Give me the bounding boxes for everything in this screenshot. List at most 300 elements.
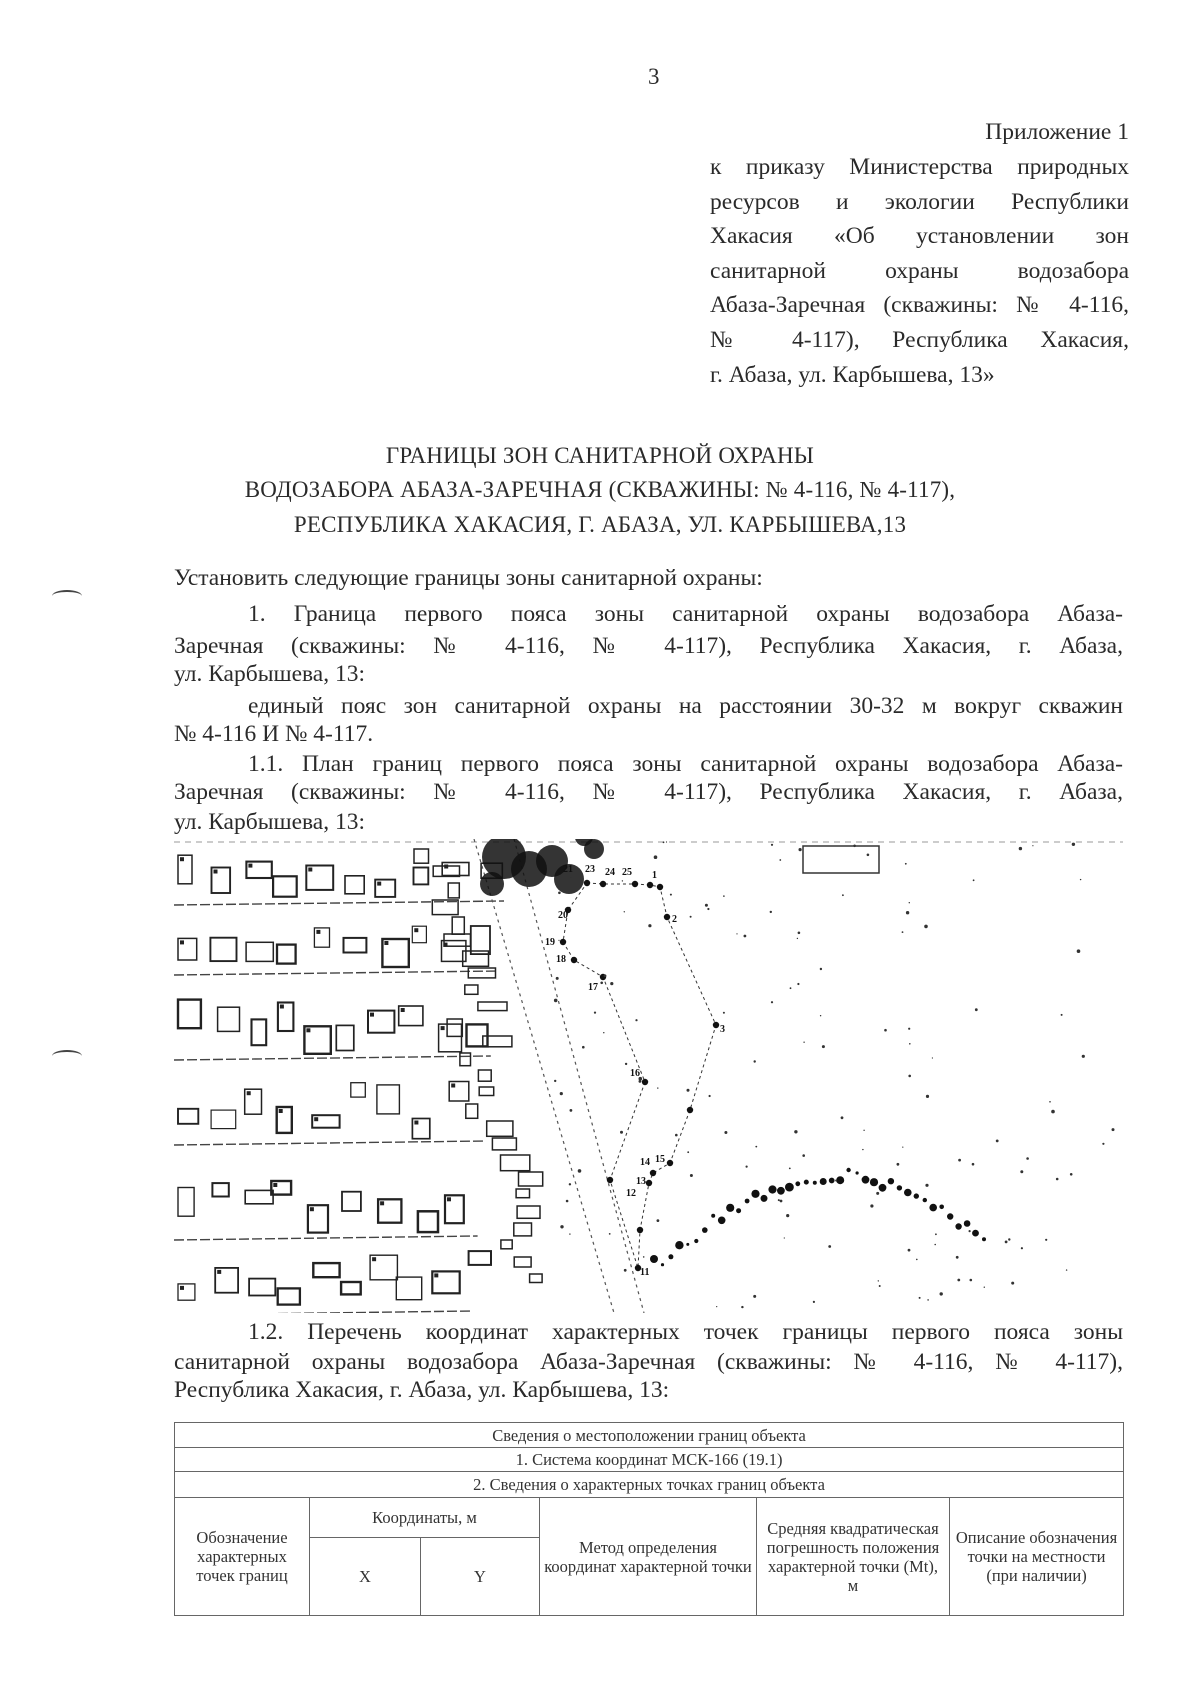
building-outline xyxy=(514,1223,532,1236)
appendix-heading: Приложение 1 xyxy=(985,119,1129,145)
scan-speck xyxy=(789,1168,791,1170)
boundary-point xyxy=(664,914,670,920)
building-outline xyxy=(418,1211,438,1232)
tree-mark xyxy=(694,1239,698,1243)
building-outline xyxy=(452,917,464,934)
boundary-point xyxy=(657,884,663,890)
boundary-point xyxy=(571,957,577,963)
scan-speck xyxy=(705,904,708,907)
scan-speck xyxy=(927,1299,929,1301)
scan-speck xyxy=(790,987,792,989)
road-edge xyxy=(474,839,614,1313)
intro-paragraph: Установить следующие границы зоны санитарной охраны: xyxy=(174,565,763,591)
point-label: 15 xyxy=(655,1154,665,1165)
scan-speck xyxy=(786,1214,789,1217)
tree-mark xyxy=(804,1180,809,1185)
tree-mark xyxy=(768,1185,776,1193)
building-outline xyxy=(341,1282,361,1294)
building-outline xyxy=(218,1007,240,1031)
building-mark xyxy=(316,930,320,934)
points-info-row: 2. Сведения о характерных точках границ объекта xyxy=(175,1472,1124,1498)
boundary-point xyxy=(687,1107,693,1113)
scan-speck xyxy=(687,1089,690,1092)
point-label: 1 xyxy=(652,870,657,881)
scan-speck xyxy=(820,968,822,970)
building-mark xyxy=(279,1109,283,1113)
building-outline xyxy=(414,868,429,885)
building-outline xyxy=(312,1115,339,1128)
scan-speck xyxy=(648,924,651,927)
tree-mark xyxy=(829,1178,835,1184)
street-line xyxy=(174,971,497,975)
scan-speck xyxy=(620,1131,623,1134)
paragraph-2-line: единый пояс зон санитарной охраны на расстоянии 30-32 м вокруг скважин xyxy=(248,693,1123,719)
building-mark xyxy=(434,1273,438,1277)
paragraph-3-line: 1.1. План границ первого пояса зоны санитарной охраны водозабора Абаза- xyxy=(248,751,1123,777)
tree-mark xyxy=(982,1237,986,1241)
building-outline xyxy=(246,942,273,961)
scan-speck xyxy=(797,983,799,985)
scan-speck xyxy=(1020,1170,1023,1173)
building-outline xyxy=(344,938,367,953)
scan-speck xyxy=(569,1183,571,1185)
scan-speck xyxy=(1011,1282,1014,1285)
scan-speck xyxy=(897,1163,900,1166)
tree-mark xyxy=(777,1187,785,1195)
header-y: Y xyxy=(421,1538,540,1616)
tree-mark xyxy=(702,1227,708,1233)
building-mark xyxy=(414,1121,418,1125)
building-outline xyxy=(501,1240,512,1249)
scan-speck xyxy=(908,1249,911,1252)
building-outline xyxy=(492,1138,516,1150)
tree-mark xyxy=(955,1223,961,1229)
point-label: 13 xyxy=(636,1176,646,1187)
paragraph-4-line: санитарной охраны водозабора Абаза-Заречная (скважины: № 4-116, № 4-117), xyxy=(174,1349,1123,1375)
tree-mark xyxy=(972,1230,979,1237)
scan-speck xyxy=(675,1134,678,1137)
tree-mark xyxy=(904,1189,912,1197)
street-line xyxy=(174,901,504,905)
building-outline xyxy=(211,1110,236,1129)
scan-speck xyxy=(560,1225,563,1228)
scan-speck xyxy=(996,1140,999,1143)
building-outline xyxy=(377,1085,400,1114)
scan-speck xyxy=(558,940,559,941)
boundary-point xyxy=(560,939,566,945)
street-line xyxy=(174,1236,478,1240)
building-outline xyxy=(178,1109,198,1124)
building-mark xyxy=(372,1257,376,1261)
scan-speck xyxy=(984,1287,985,1288)
scan-speck xyxy=(905,863,907,865)
building-mark xyxy=(280,1005,284,1009)
appendix-line: Абаза-Заречная (скважины: № 4-116, xyxy=(710,292,1129,318)
scan-speck xyxy=(813,1301,815,1303)
building-mark xyxy=(180,1286,184,1290)
scan-speck xyxy=(956,1256,959,1259)
building-outline xyxy=(396,1277,421,1300)
boundary-point xyxy=(647,882,653,888)
building-outline xyxy=(516,1189,529,1198)
building-outline xyxy=(514,1257,531,1267)
tree-mark xyxy=(795,1181,800,1186)
tree-mark xyxy=(675,1241,683,1249)
scan-speck xyxy=(643,1256,645,1258)
street-line xyxy=(174,1141,484,1145)
scan-speck xyxy=(663,841,665,843)
building-mark xyxy=(384,941,388,945)
tree-mark xyxy=(813,1181,817,1185)
scan-speck xyxy=(1066,1269,1067,1270)
scan-speck xyxy=(780,1200,783,1203)
appendix-line: Хакасия «Об установлении зон xyxy=(710,223,1129,249)
street-line xyxy=(174,1311,471,1313)
tree-mark xyxy=(947,1213,953,1219)
scan-speck xyxy=(558,892,561,895)
scan-speck xyxy=(1032,845,1033,846)
boundary-point xyxy=(642,1079,648,1085)
boundary-point xyxy=(650,1170,656,1176)
tree-mark xyxy=(870,1178,878,1186)
scan-speck xyxy=(570,1109,573,1112)
scan-speck xyxy=(841,1116,844,1119)
building-mark xyxy=(306,1028,310,1032)
scan-speck xyxy=(779,859,781,861)
point-label: 2 xyxy=(672,914,677,925)
building-outline xyxy=(249,1279,275,1296)
building-outline xyxy=(212,1183,228,1196)
building-mark xyxy=(247,1091,251,1095)
scan-speck xyxy=(1021,1247,1023,1249)
scan-speck xyxy=(867,854,870,857)
scan-speck xyxy=(560,1092,563,1095)
scan-speck xyxy=(969,1230,971,1232)
tree-mark xyxy=(785,1183,794,1192)
scan-speck xyxy=(797,938,798,939)
paragraph-1-line: ул. Карбышева, 13: xyxy=(174,661,366,687)
point-label: 12 xyxy=(626,1188,636,1199)
scan-speck xyxy=(794,1130,797,1133)
building-outline xyxy=(273,876,297,896)
scan-speck xyxy=(771,1001,773,1003)
building-outline xyxy=(442,863,469,876)
scan-speck xyxy=(594,1012,596,1014)
header-description: Описание обозначения точки на местности (при наличии) xyxy=(950,1498,1124,1616)
point-label: 19 xyxy=(545,937,555,948)
title-line: РЕСПУБЛИКА ХАКАСИЯ, Г. АБАЗА, УЛ. КАРБЫШЕВА,13 xyxy=(293,512,907,537)
building-outline xyxy=(345,876,364,894)
building-outline xyxy=(178,1000,201,1029)
building-mark xyxy=(370,1013,374,1017)
scan-speck xyxy=(853,845,856,848)
header-x: X xyxy=(310,1538,421,1616)
scan-speck xyxy=(919,1297,921,1299)
scan-speck xyxy=(556,977,559,980)
scan-speck xyxy=(906,911,909,914)
scan-speck xyxy=(1005,1241,1008,1244)
header-designation: Обозначение характерных точек границ xyxy=(175,1498,310,1616)
scan-speck xyxy=(600,982,603,985)
tree-mark xyxy=(745,1199,750,1204)
tree-mark xyxy=(939,1205,944,1210)
tree-mark xyxy=(846,1168,850,1172)
tree-mark xyxy=(661,1263,664,1266)
building-mark xyxy=(401,1008,405,1012)
appendix-line: к приказу Министерства природных xyxy=(710,154,1129,180)
tree-mark xyxy=(929,1204,937,1212)
point-label: 17 xyxy=(588,982,598,993)
scan-speck xyxy=(604,974,607,977)
scan-speck xyxy=(802,1154,805,1157)
scan-speck xyxy=(736,933,737,934)
scan-speck xyxy=(654,855,658,859)
scan-speck xyxy=(753,1295,756,1298)
punch-mark xyxy=(52,1050,82,1062)
paragraph-4-line: Республика Хакасия, г. Абаза, ул. Карбышева, 13: xyxy=(174,1377,670,1403)
building-mark xyxy=(414,928,418,932)
tree-mark xyxy=(736,1208,741,1213)
scan-speck xyxy=(798,932,801,935)
scan-speck xyxy=(755,1146,757,1148)
tree-mark xyxy=(726,1204,734,1212)
building-outline xyxy=(517,1206,540,1218)
scan-speck xyxy=(879,1285,881,1287)
scan-speck xyxy=(770,911,772,913)
vegetation-mass xyxy=(480,872,504,896)
scan-speck xyxy=(741,1306,743,1308)
scan-speck xyxy=(828,1245,831,1248)
scan-speck xyxy=(687,1151,689,1153)
scan-speck xyxy=(970,1279,973,1282)
scan-speck xyxy=(1077,949,1081,953)
building-mark xyxy=(180,857,184,861)
building-outline xyxy=(471,926,490,954)
scan-speck xyxy=(716,1306,717,1307)
building-mark xyxy=(380,1201,384,1205)
scan-speck xyxy=(1051,1110,1055,1114)
tree-mark xyxy=(888,1178,894,1184)
scan-speck xyxy=(822,1045,825,1048)
scan-speck xyxy=(925,1184,928,1187)
building-outline xyxy=(210,938,236,961)
scan-speck xyxy=(909,1043,911,1045)
scan-speck xyxy=(1019,847,1022,850)
title-line: ВОДОЗАБОРА АБАЗА-ЗАРЕЧНАЯ (СКВАЖИНЫ: № 4-116, № 4-117), xyxy=(244,477,956,502)
tree-mark xyxy=(964,1220,971,1227)
header-coordinates: Координаты, м xyxy=(310,1498,540,1538)
paragraph-4-line: 1.2. Перечень координат характерных точек границы первого пояса зоны xyxy=(248,1319,1123,1345)
building-outline xyxy=(252,1019,267,1045)
tree-mark xyxy=(751,1190,759,1198)
scan-speck xyxy=(723,1012,725,1014)
scan-speck xyxy=(924,925,928,929)
header-error: Средняя квадратическая погрешность положения характерной точки (Mt), м xyxy=(757,1498,950,1616)
scan-speck xyxy=(624,1269,627,1272)
scan-speck xyxy=(570,877,571,878)
scan-speck xyxy=(1072,843,1075,846)
scan-speck xyxy=(842,894,844,896)
scan-speck xyxy=(1008,1238,1010,1240)
scan-speck xyxy=(975,1008,978,1011)
scan-speck xyxy=(862,1149,863,1150)
boundary-point xyxy=(713,1022,719,1028)
point-label: 14 xyxy=(640,1157,650,1168)
scan-speck xyxy=(744,935,747,938)
scan-speck xyxy=(622,880,623,881)
scan-speck xyxy=(690,916,692,918)
scan-speck xyxy=(1070,1173,1073,1176)
building-outline xyxy=(469,1251,491,1265)
scan-speck xyxy=(876,1192,879,1195)
scan-speck xyxy=(1082,1055,1085,1058)
building-outline xyxy=(277,945,296,964)
scan-speck xyxy=(958,1159,961,1162)
point-label: 20 xyxy=(558,910,568,921)
scan-speck xyxy=(554,1080,556,1082)
tree-mark xyxy=(668,1254,673,1259)
scan-speck xyxy=(566,1200,569,1203)
boundary-point xyxy=(600,881,606,887)
building-mark xyxy=(248,864,252,868)
scan-speck xyxy=(934,1244,936,1246)
boundary-point xyxy=(646,1180,652,1186)
building-outline xyxy=(460,1053,471,1066)
building-outline xyxy=(245,1190,273,1203)
building-mark xyxy=(180,940,184,944)
boundary-point xyxy=(637,1227,643,1233)
building-outline xyxy=(487,1121,513,1136)
tree-mark xyxy=(856,1171,859,1174)
tree-mark xyxy=(923,1198,927,1202)
scan-speck xyxy=(771,844,773,846)
building-mark xyxy=(273,1183,277,1187)
boundary-point xyxy=(632,881,638,887)
building-outline xyxy=(178,1188,194,1217)
paragraph-1-line: Заречная (скважины: № 4-116, № 4-117), Республика Хакасия, г. Абаза, xyxy=(174,633,1123,659)
point-label: 3 xyxy=(720,1024,725,1035)
scan-speck xyxy=(1049,1101,1051,1103)
scan-speck xyxy=(709,1095,711,1097)
building-mark xyxy=(308,868,312,872)
scan-speck xyxy=(707,908,709,910)
scan-speck xyxy=(657,1219,660,1222)
building-mark xyxy=(310,1207,314,1211)
tree-mark xyxy=(914,1193,919,1198)
scan-speck xyxy=(754,1060,756,1062)
scan-speck xyxy=(935,1233,937,1235)
point-label: 24 xyxy=(605,867,615,878)
paragraph-3-line: Заречная (скважины: № 4-116, № 4-117), Республика Хакасия, г. Абаза, xyxy=(174,779,1123,805)
scan-speck xyxy=(973,879,975,881)
building-outline xyxy=(448,883,459,898)
building-outline xyxy=(466,1104,478,1118)
table-title-row: Сведения о местоположении границ объекта xyxy=(175,1423,1124,1448)
scan-speck xyxy=(778,1199,780,1201)
building-outline xyxy=(414,849,429,863)
scan-speck xyxy=(666,841,667,842)
scan-speck xyxy=(690,1174,693,1177)
tree-mark xyxy=(836,1176,844,1184)
scan-speck xyxy=(639,1080,642,1083)
tree-mark xyxy=(862,1176,870,1184)
building-mark xyxy=(217,1270,221,1274)
scan-speck xyxy=(799,848,802,851)
building-mark xyxy=(447,1197,451,1201)
tree-mark xyxy=(820,1178,827,1185)
building-outline xyxy=(465,985,478,994)
scan-speck xyxy=(569,1233,570,1234)
coordinate-system-row: 1. Система координат МСК-166 (19.1) xyxy=(175,1448,1124,1472)
scan-speck xyxy=(670,894,672,896)
tree-mark xyxy=(761,1195,768,1202)
scan-speck xyxy=(878,1280,879,1281)
building-outline xyxy=(468,968,495,978)
point-label: 18 xyxy=(556,954,566,965)
building-outline xyxy=(479,1087,494,1096)
scan-speck xyxy=(657,1087,658,1088)
scan-speck xyxy=(1061,1014,1063,1016)
boundary-point xyxy=(584,880,590,886)
scan-speck xyxy=(635,1019,637,1021)
scan-speck xyxy=(724,1131,727,1134)
scan-speck xyxy=(624,911,625,912)
tree-mark xyxy=(686,1243,689,1246)
scan-speck xyxy=(1112,1128,1115,1131)
tree-mark xyxy=(718,1217,726,1225)
building-outline xyxy=(803,846,879,873)
point-label: 25 xyxy=(622,867,632,878)
paragraph-2-line: № 4-116 И № 4-117. xyxy=(174,721,374,747)
scan-speck xyxy=(835,1180,837,1182)
scan-speck xyxy=(863,1130,864,1131)
paragraph-3-line: ул. Карбышева, 13: xyxy=(174,809,366,835)
scan-speck xyxy=(957,1279,960,1282)
header-method: Метод определения координат характерной точки xyxy=(540,1498,757,1616)
tree-mark xyxy=(711,1214,715,1218)
scan-speck xyxy=(1026,1157,1029,1160)
tree-mark xyxy=(897,1185,902,1190)
road-edge xyxy=(514,839,644,1313)
building-mark xyxy=(377,882,381,886)
title-line: ГРАНИЦЫ ЗОН САНИТАРНОЙ ОХРАНЫ xyxy=(385,443,815,468)
scan-speck xyxy=(972,1163,975,1166)
street-line xyxy=(174,1056,491,1060)
scan-speck xyxy=(932,1057,933,1058)
point-label: 16 xyxy=(630,1068,640,1079)
appendix-line: г. Абаза, ул. Карбышева, 13» xyxy=(710,362,995,388)
scan-speck xyxy=(820,1015,821,1016)
scan-speck xyxy=(909,902,910,903)
building-outline xyxy=(336,1025,354,1050)
scan-speck xyxy=(1102,1143,1104,1145)
building-outline xyxy=(530,1274,543,1283)
scan-speck xyxy=(746,1166,748,1168)
appendix-line: санитарной охраны водозабора xyxy=(710,258,1129,284)
scan-speck xyxy=(884,1029,887,1032)
building-outline xyxy=(519,1172,543,1186)
scan-speck xyxy=(908,1028,910,1030)
tree-mark xyxy=(879,1184,887,1192)
scan-speck xyxy=(610,982,613,985)
point-label: 23 xyxy=(585,864,595,875)
building-outline xyxy=(478,1002,507,1011)
building-mark xyxy=(451,1084,455,1088)
scan-speck xyxy=(916,1259,918,1261)
scan-speck xyxy=(723,895,725,897)
page-number: 3 xyxy=(648,64,660,89)
scan-speck xyxy=(578,1169,582,1173)
